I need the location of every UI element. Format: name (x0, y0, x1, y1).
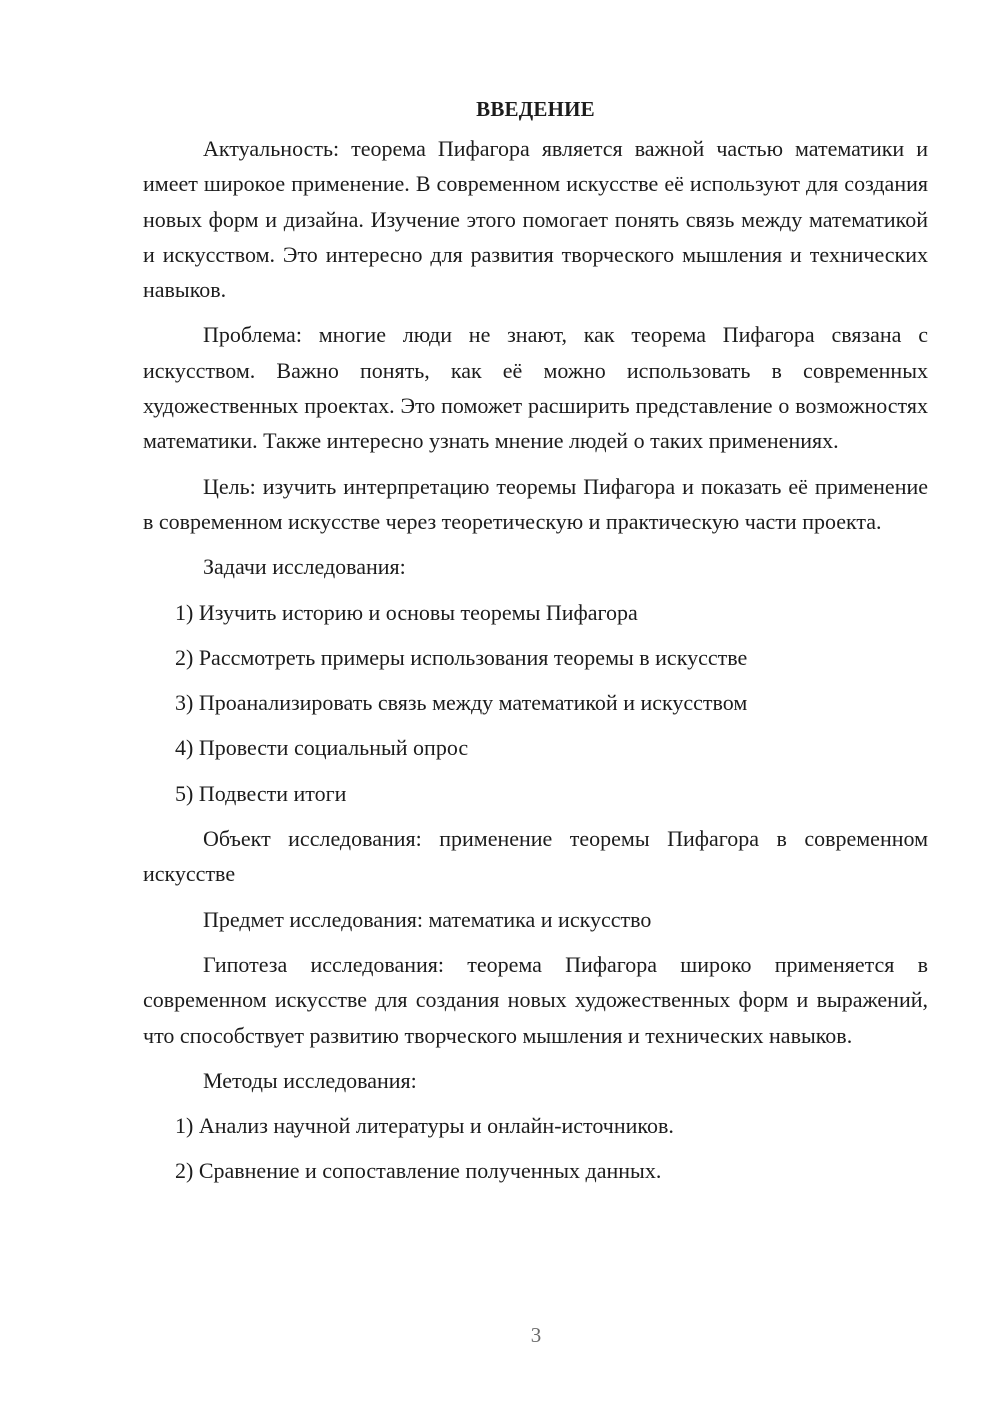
object-paragraph: Объект исследования: применение теоремы Пифагора в современном искусстве (143, 826, 928, 887)
document-page (143, 92, 928, 1199)
problem-paragraph: Проблема: многие люди не знают, как теорема Пифагора связана с искусством. Важно понять, как её можно использовать в современных художественных проектах. Это поможет расширить представление о возможностях математики. Также интересно узнать мнение людей о таких применениях. (143, 322, 928, 454)
method-item: 1) Анализ научной литературы и онлайн-источников. (175, 1113, 674, 1139)
goal-paragraph: Цель: изучить интерпретацию теоремы Пифагора и показать её применение в современном искусстве через теоретическую и практическую части проекта. (143, 473, 928, 534)
methods-title: Методы исследования: (203, 1067, 417, 1093)
hypothesis-paragraph: Гипотеза исследования: теорема Пифагора широко применяется в современном искусстве для создания новых художественных форм и выражений, что способствует развитию творческого мышления и технических навыков. (143, 951, 928, 1048)
task-item: 1) Изучить историю и основы теоремы Пифагора (175, 599, 638, 625)
section-heading: ВВЕДЕНИЕ (476, 97, 595, 121)
task-item: 5) Подвести итоги (175, 780, 347, 806)
method-item: 2) Сравнение и сопоставление полученных данных. (175, 1158, 662, 1184)
task-item: 4) Провести социальный опрос (175, 735, 469, 761)
relevance-paragraph: Актуальность: теорема Пифагора является важной частью математики и имеет широкое применение. В современном искусстве её используют для создания новых форм и дизайна. Изучение этого помогает понять связь между математикой и искусством. Это интересно для развития творческого мышления и технических навыков. (143, 136, 928, 303)
task-item: 2) Рассмотреть примеры использования теоремы в искусстве (175, 644, 748, 670)
page-number: 3 (530, 1323, 542, 1347)
task-item: 3) Проанализировать связь между математикой и искусством (175, 690, 748, 716)
subject-line: Предмет исследования: математика и искусство (203, 906, 652, 932)
tasks-title: Задачи исследования: (203, 554, 406, 580)
